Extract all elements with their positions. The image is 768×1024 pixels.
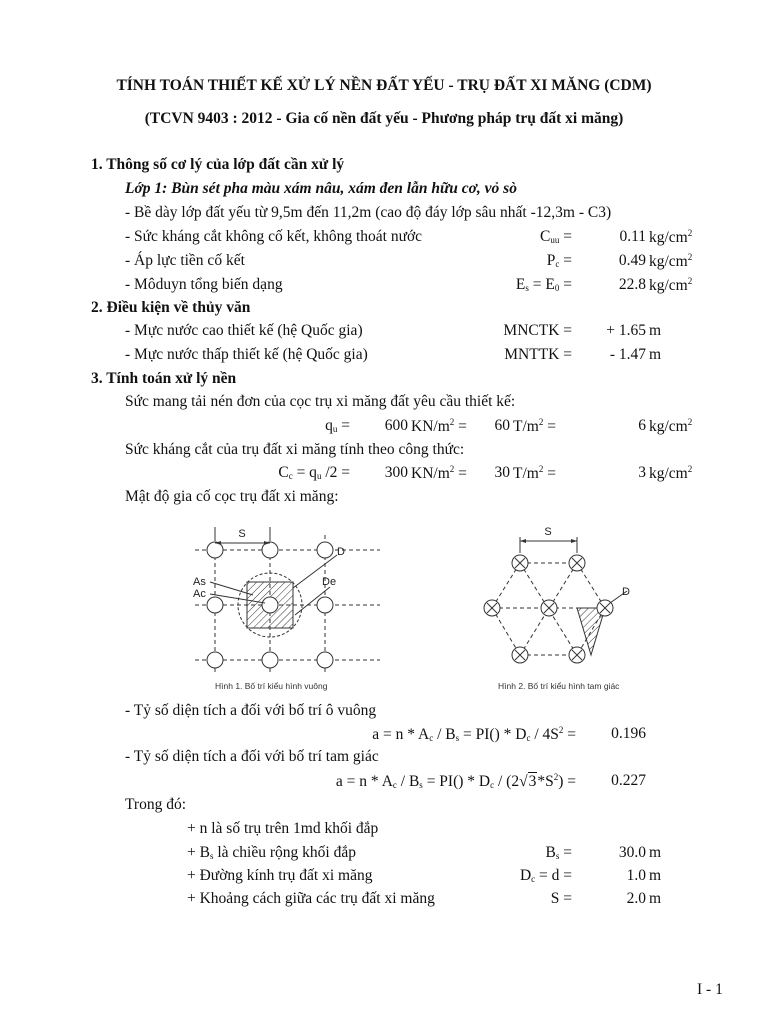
ratio-square-label: - Tỷ số diện tích a đối với bố trí ô vuông [125,702,377,719]
section-3-heading: 3. Tính toán xử lý nền [91,370,237,387]
def-s-unit: m [649,890,662,907]
cc-unit-kg: $kg/cm^2$ [649,464,693,482]
water-unit-high: m [649,322,662,339]
page-subtitle: (TCVN 9403 : 2012 - Gia cố nền đất yếu - Phương pháp trụ đất xi măng) [144,110,624,127]
ratio-triangle-formula: $a = n * A_c / B_s = PI() * D_c / (2√3*S^2)$ = [335,772,576,790]
qu-unit-t: $T/m^2$ = [513,417,556,435]
fig2-s-label: S [544,526,552,538]
cc-intro: Sức kháng cắt của trụ đất xi măng tính theo công thức: [125,441,465,458]
fig1-de-label: De [322,576,337,588]
qu-unit-kn: $KN/m^2$ = [411,417,467,435]
qu-value-t: 60 [494,417,510,434]
water-label-high: - Mực nước cao thiết kế (hệ Quốc gia) [125,322,363,339]
fig1-s-label: S [238,528,246,540]
param-symbol-pc: $P_c$ = [546,252,572,269]
qu-intro: Sức mang tải nén đơn của cọc trụ xi măng đất yêu cầu thiết kế: [125,393,516,410]
figure-square-layout [175,515,390,695]
section-2-heading: 2. Điều kiện về thủy văn [91,299,251,316]
def-dc-unit: m [649,867,662,884]
def-bs-symbol: $B_s$ = [545,844,572,861]
water-value-high: + 1.65 [606,322,646,339]
param-unit-cuu: $kg/cm^2$ [649,228,693,246]
ratio-square-formula: $a = n * A_c / B_s = PI() * D_c / 4S^2$ = [372,725,576,743]
param-value-es: 22.8 [618,276,646,293]
density-intro: Mật độ gia cố cọc trụ đất xi măng: [125,488,339,505]
water-unit-low: m [649,346,662,363]
page-title: TÍNH TOÁN THIẾT KẾ XỬ LÝ NỀN ĐẤT YẾU - TRỤ ĐẤT XI MĂNG (CDM) [116,77,652,94]
ratio-square-value: 0.196 [611,725,646,742]
sqrt-symbol: √3 [519,773,537,790]
cc-value-t: 30 [494,464,510,481]
qu-value-kg: 6 [638,417,646,434]
param-symbol-cuu: $C_{uu}$ = [540,228,572,245]
fig2-caption: Hình 2. Bố trí kiểu hình tam giác [498,681,620,691]
layer-1-description: Lớp 1: Bùn sét pha màu xám nâu, xám đen lẫn hữu cơ, vỏ sò [125,180,517,197]
ratio-triangle-label: - Tỷ số diện tích a đối với bố trí tam giác [125,748,379,765]
def-s-symbol: S = [550,890,572,907]
fig1-caption: Hình 1. Bố trí kiểu hình vuông [215,681,328,691]
trong-do-label: Trong đó: [125,796,187,813]
def-s-value: 2.0 [626,890,646,907]
page-number: I - 1 [697,981,723,998]
def-dc-label: + Đường kính trụ đất xi măng [187,867,373,884]
cc-unit-t: $T/m^2$ = [513,464,556,482]
section-1-heading: 1. Thông số cơ lý của lớp đất cần xử lý [91,156,345,173]
cc-value-kg: 3 [638,464,646,481]
param-value-cuu: 0.11 [619,228,646,245]
def-bs-label: + $B_s$ là chiều rộng khối đắp [187,844,356,861]
water-symbol-high: MNCTK = [503,322,572,339]
def-dc-symbol: $D_c = d$ = [519,867,572,884]
cc-symbol: $C_c = q_u$ /2 = [278,464,350,481]
cc-unit-kn: $KN/m^2$ = [411,464,467,482]
param-value-pc: 0.49 [618,252,646,269]
qu-symbol: $q_u$ = [325,417,350,434]
param-label-es: - Môduyn tổng biến dạng [125,276,283,293]
fig1-d-label: D [337,546,345,558]
param-symbol-es: $E_s = E_0$ = [515,276,572,293]
figure-triangle-layout [462,515,642,695]
water-value-low: - 1.47 [609,346,646,363]
def-n: + n là số trụ trên 1md khối đắp [187,820,379,837]
def-bs-value: 30.0 [618,844,646,861]
qu-value-kn: 600 [384,417,408,434]
cc-value-kn: 300 [384,464,408,481]
def-bs-unit: m [649,844,662,861]
ratio-triangle-value: 0.227 [611,772,646,789]
param-unit-pc: $kg/cm^2$ [649,252,693,270]
qu-unit-kg: $kg/cm^2$ [649,417,693,435]
water-symbol-low: MNTTK = [504,346,572,363]
param-label-pc: - Áp lực tiền cố kết [125,252,245,269]
fig1-ac-label: Ac [193,588,206,600]
layer-thickness: - Bề dày lớp đất yếu từ 9,5m đến 11,2m (cao độ đáy lớp sâu nhất -12,3m - C3) [125,204,612,221]
param-unit-es: $kg/cm^2$ [649,276,693,294]
param-label-cuu: - Sức kháng cắt không cố kết, không thoát nước [125,228,423,245]
fig2-d-label: D [622,586,630,598]
water-label-low: - Mực nước thấp thiết kế (hệ Quốc gia) [125,346,368,363]
def-dc-value: 1.0 [626,867,646,884]
fig1-as-label: As [193,576,206,588]
def-s-label: + Khoảng cách giữa các trụ đất xi măng [187,890,435,907]
